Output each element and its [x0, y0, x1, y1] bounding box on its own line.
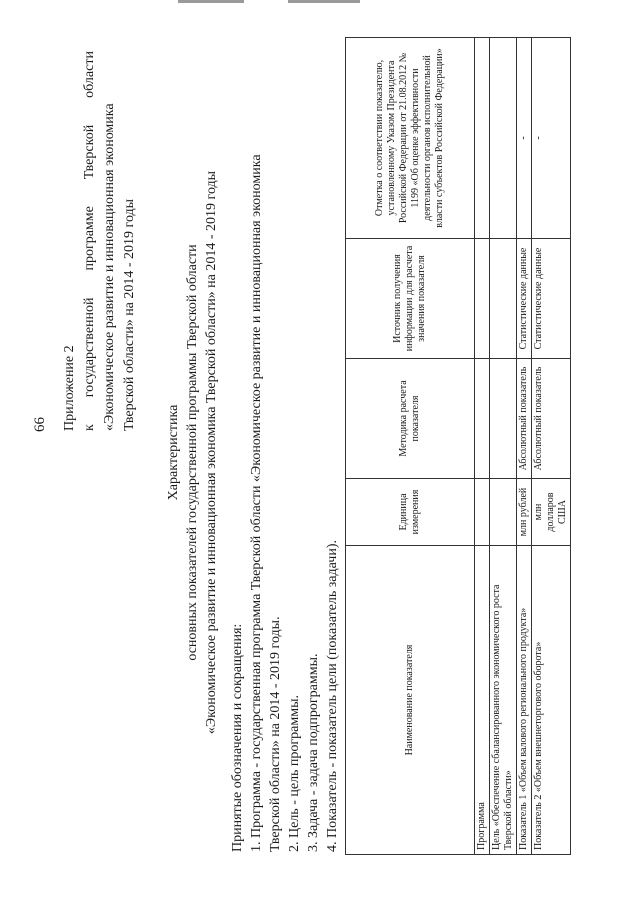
abbreviation-item-1b: Тверской области» на 2014 - 2019 годы. [268, 616, 283, 852]
table-row-program [475, 38, 490, 855]
indicator-decree-mark: - [532, 38, 571, 239]
table-row [517, 38, 532, 855]
indicator-source: Статистические данные [517, 239, 532, 359]
appendix-header [60, 51, 140, 431]
appendix-word: государственной [82, 297, 97, 398]
indicator-unit: млн долларов США [532, 479, 571, 546]
appendix-word: к [82, 424, 97, 431]
indicator-name: Показатель 1 «Объем валового регионального продукта» [517, 546, 532, 855]
empty-cell [490, 359, 517, 479]
table-row [532, 38, 571, 855]
abbreviation-item-4: 4. Показатель - показатель цели (показатель задачи). [325, 540, 340, 852]
indicator-method: Абсолютный показатель [517, 359, 532, 479]
appendix-word: программе [82, 206, 97, 271]
empty-cell [475, 239, 490, 359]
title-line-1: Характеристика [166, 404, 181, 501]
indicator-method: Абсолютный показатель [532, 359, 571, 479]
abbreviations-block [228, 72, 342, 852]
abbreviations-heading: Принятые обозначения и сокращения: [230, 623, 245, 852]
appendix-line-4: Тверской области» на 2014 - 2019 годы [122, 198, 137, 431]
appendix-line-2 [80, 51, 100, 431]
appendix-line-1: Приложение 2 [62, 345, 77, 431]
indicator-source: Статистические данные [532, 239, 571, 359]
indicators-table [345, 37, 571, 855]
page-number: 66 [32, 417, 48, 432]
header-source: Источник получения информации для расчета значения показателя [346, 239, 475, 359]
title-line-3: «Экономическое развитие и инновационная экономика Тверской области» на 2014 - 2019 годы [204, 170, 219, 735]
table-header-row [346, 38, 475, 855]
indicator-decree-mark: - [517, 38, 532, 239]
empty-cell [490, 38, 517, 239]
table-row-goal [490, 38, 517, 855]
appendix-line-3: «Экономическое развитие и инновационная экономика [102, 103, 117, 431]
empty-cell [475, 479, 490, 546]
indicator-name: Показатель 2 «Объем внешнеторгового оборота» [532, 546, 571, 855]
header-method: Методика расчета показателя [346, 359, 475, 479]
abbreviation-item-1a: 1. Программа - государственная программа Тверской области «Экономическое развитие и инновационная экономика [249, 154, 264, 852]
title-line-2: основных показателей государственной программы Тверской области [185, 244, 200, 661]
header-decree-mark: Отметка о соответствии показателю, установленному Указом Президента Российской Федерации от 21.08.2012 № 1199 «Об оценке эффективности деятельности органов исполнительной власти субъектов Российской Федерации» [346, 38, 475, 239]
header-indicator-name: Наименование показателя [346, 546, 475, 855]
empty-cell [490, 239, 517, 359]
header-unit: Единица измерения [346, 479, 475, 546]
document-title [164, 0, 221, 905]
appendix-word: области [82, 51, 97, 98]
empty-cell [475, 359, 490, 479]
indicator-unit: млн рублей [517, 479, 532, 546]
empty-cell [475, 38, 490, 239]
abbreviation-item-2: 2. Цель - цель программы. [287, 694, 302, 852]
empty-cell [490, 479, 517, 546]
goal-cell: Цель «Обеспечение сбалансированного экономического роста Тверской области» [490, 546, 517, 855]
program-label: Программа [475, 546, 490, 855]
appendix-word: Тверской [82, 124, 97, 180]
abbreviation-item-3: 3. Задача - задача подпрограммы. [306, 653, 321, 852]
